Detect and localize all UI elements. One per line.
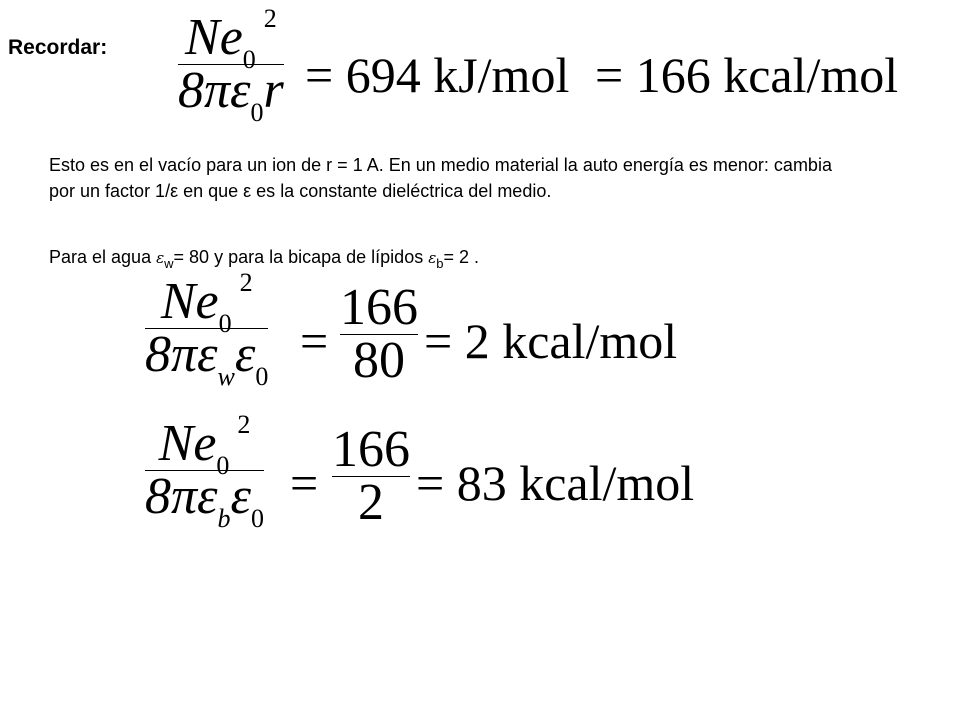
eq2-den-prefix: 8πε bbox=[145, 326, 218, 383]
eq3-denominator bbox=[145, 468, 265, 534]
eq2-den-80: 80 bbox=[353, 332, 405, 389]
eq1-num-ne: Ne bbox=[185, 9, 243, 66]
eq1-num-sub: 0 bbox=[242, 45, 256, 75]
eq2-denominator bbox=[145, 326, 269, 392]
eq1-den-prefix: 8πε bbox=[178, 62, 251, 119]
heading-recordar: Recordar: bbox=[8, 36, 108, 59]
eq1-rhs-kj: = 694 kJ/mol bbox=[305, 47, 570, 103]
eq3-numeric-fraction bbox=[332, 421, 410, 531]
eq1-denominator bbox=[178, 62, 284, 128]
eq3-result: = 83 kcal/mol bbox=[416, 455, 695, 511]
eq1-num-sup: 2 bbox=[263, 3, 277, 33]
eq3-numeric-bar bbox=[332, 476, 410, 477]
eq1-den-sub: 0 bbox=[250, 98, 264, 128]
equation-self-energy-vacuum bbox=[0, 0, 960, 140]
eq2-result: = 2 kcal/mol bbox=[424, 313, 678, 369]
explanation-paragraph: Esto es en el vacío para un ion de r = 1 A. En un medio material la auto energía es menor: cambia por un factor 1/ε en que ε es la constante dieléctrica del medio. bbox=[49, 155, 832, 201]
eq2-den-sub-w: w bbox=[217, 362, 235, 392]
eq2-fraction bbox=[145, 267, 269, 392]
eq2-numeric-bar bbox=[340, 334, 418, 335]
eq3-den-eps: ε bbox=[230, 468, 252, 525]
p2-lead: Para el agua bbox=[49, 247, 157, 267]
eq3-numerator bbox=[158, 409, 251, 481]
epsilon-symbol: ε bbox=[156, 249, 165, 267]
eq2-fraction-bar bbox=[145, 328, 268, 329]
eq2-den-sub0: 0 bbox=[255, 362, 269, 392]
eq1-rhs-kcal: = 166 kcal/mol bbox=[595, 47, 899, 103]
eq2-num-ne: Ne bbox=[160, 273, 219, 330]
eq3-num-ne: Ne bbox=[158, 415, 217, 472]
eq3-equals: = bbox=[290, 455, 319, 511]
sub-b: b bbox=[436, 256, 444, 271]
eq2-numeric-fraction bbox=[340, 279, 418, 389]
eq1-numerator bbox=[185, 3, 277, 75]
eq3-den-prefix: 8πε bbox=[145, 468, 218, 525]
eq3-num-166: 166 bbox=[332, 421, 410, 478]
eq2-num-166: 166 bbox=[340, 279, 418, 336]
eq2-equals: = bbox=[300, 313, 329, 369]
eq1-fraction bbox=[178, 3, 284, 128]
eq2-numerator bbox=[160, 267, 253, 339]
eq2-num-sub: 0 bbox=[218, 309, 232, 339]
eq1-den-r: r bbox=[263, 62, 284, 119]
eq3-fraction-bar bbox=[145, 470, 264, 471]
sub-w: w bbox=[164, 256, 174, 271]
eq2-den-eps: ε bbox=[234, 326, 256, 383]
eq3-den-sub0: 0 bbox=[251, 504, 265, 534]
p2-middle: = 80 y para la bicapa de lípidos bbox=[173, 247, 429, 267]
eq3-num-sup: 2 bbox=[237, 409, 251, 439]
eq3-fraction bbox=[145, 409, 265, 534]
eq2-num-sup: 2 bbox=[239, 267, 253, 297]
eq3-den-sub-b: b bbox=[217, 504, 231, 534]
epsilon-symbol: ε bbox=[428, 249, 437, 267]
eq3-num-sub: 0 bbox=[216, 451, 230, 481]
p2-tail: = 2 . bbox=[443, 247, 480, 267]
eq3-den-2: 2 bbox=[358, 474, 384, 531]
dielectric-values-paragraph bbox=[49, 245, 839, 272]
